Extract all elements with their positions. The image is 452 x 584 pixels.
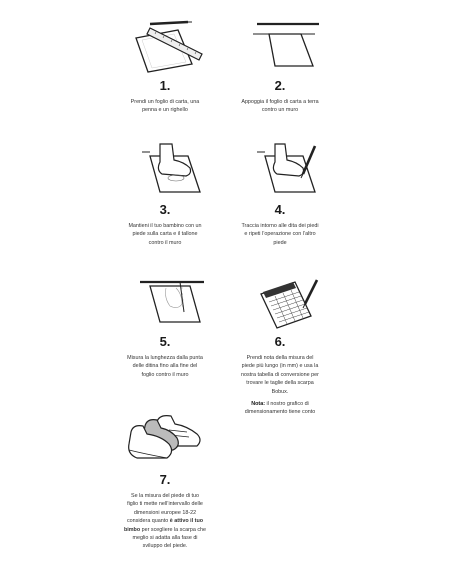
step-description: Prendi un foglio di carta, una penna e un righello: [130, 99, 200, 114]
step-note: Nota: il nostro grafico di dimensionamento tiene conto: [244, 401, 316, 416]
step-number: 1.: [159, 78, 171, 93]
paper-against-wall-icon: [235, 16, 325, 76]
step-description: Se la misura del piede di tuo figlio ti mette nell’intervallo delle dimensioni europee 18-22 considera quanto è attivo il tuo bimbo per scegliere la scarpa che meglio si adatta alla fase di sviluppo del piede.: [123, 493, 207, 550]
step-2: [220, 16, 340, 115]
paper-ruler-pen-icon: [120, 16, 210, 76]
measure-outline-icon: [120, 272, 210, 332]
baby-shoes-icon: [117, 404, 213, 470]
step-description: Mantieni il tuo bambino con un piede sulla carta e il tallone contro il muro: [128, 223, 202, 246]
step-7: [105, 404, 225, 551]
step-description: Prendi nota della misura del piede più lungo (in mm) e usa la nostra tabella di conversione per trovare le taglie della scarpa Bobux.: [241, 355, 319, 395]
step-number: 4.: [274, 202, 286, 217]
step-number: 3.: [159, 202, 171, 217]
step-number: 2.: [274, 78, 286, 93]
trace-foot-pen-icon: [235, 140, 325, 200]
size-chart-pen-icon: [235, 272, 325, 332]
step-description: Appoggia il foglio di carta a terra contro un muro: [241, 99, 319, 114]
step-4: [220, 140, 340, 247]
step-number: 7.: [159, 472, 171, 487]
step-1: [105, 16, 225, 115]
step-number: 6.: [274, 334, 286, 349]
step-description: Traccia intorno alle dita dei piedi e ripeti l’operazione con l’altro piede: [241, 223, 319, 246]
step-description: Misura la lunghezza dalla punta delle ditina fino alla fine del foglio contro il muro: [127, 355, 203, 378]
step-3: [105, 140, 225, 247]
step-6: [220, 272, 340, 417]
step-5: [105, 272, 225, 379]
foot-on-paper-icon: [120, 140, 210, 200]
step-number: 5.: [159, 334, 171, 349]
